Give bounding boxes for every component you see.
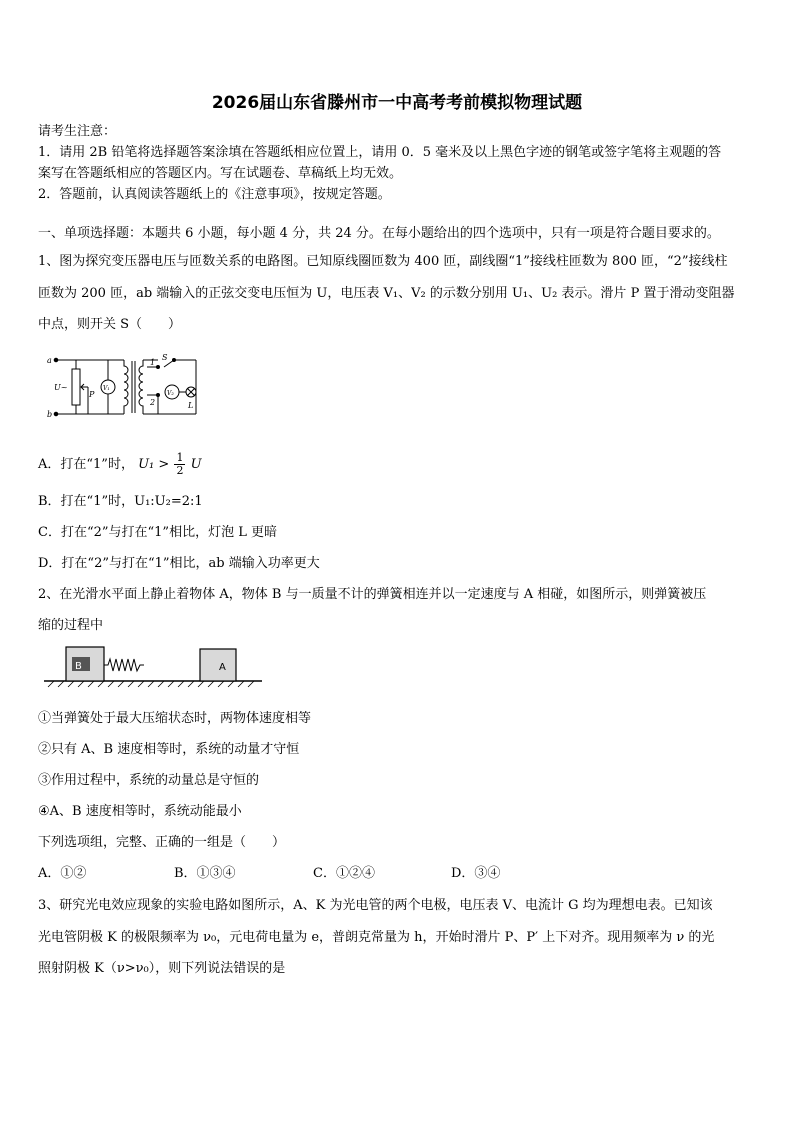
- diagram-label-v2: V₂: [167, 390, 174, 397]
- diagram-label-u: U~: [54, 383, 68, 392]
- q1-stem-line1: 1、图为探究变压器电压与匝数关系的电路图。已知原线圈匝数为 400 匝，副线圈“1”接线柱匝数为 800 匝，“2”接线柱: [38, 254, 728, 269]
- diagram-label-a: a: [47, 356, 52, 365]
- q2-stem-line2: 缩的过程中: [38, 618, 104, 633]
- q2-option-a: A．①②: [38, 866, 87, 881]
- q1-option-a-text: A．打在“1”时，: [38, 457, 134, 472]
- diagram-label-2: 2: [150, 398, 156, 407]
- diagram-label-1: 1: [150, 358, 156, 367]
- notice-item-1a: 1．请用 2B 铅笔将选择题答案涂填在答题纸相应位置上，请用 0．5 毫米及以上黑色字迹的钢笔或签字笔将主观题的答: [38, 145, 722, 160]
- q2-option-b: B．①③④: [174, 866, 236, 881]
- q1-stem-line2: 匝数为 200 匝，ab 端输入的正弦交变电压恒为 U，电压表 V₁、V₂ 的示数分别用 U₁、U₂ 表示。滑片 P 置于滑动变阻器: [38, 286, 735, 301]
- q2-statement-3: ③作用过程中，系统的动量总是守恒的: [38, 773, 260, 788]
- q3-stem-line2: 光电管阴极 K 的极限频率为 ν₀，元电荷电量为 e，普朗克常量为 h，开始时滑片 P、P′ 上下对齐。现用频率为 ν 的光: [38, 930, 715, 945]
- q1-option-a: [38, 452, 202, 477]
- q2-collision-diagram: [42, 643, 264, 691]
- q1-option-b: B．打在“1”时，U₁:U₂=2:1: [38, 494, 203, 509]
- q2-statement-1: ①当弹簧处于最大压缩状态时，两物体速度相等: [38, 711, 312, 726]
- page-title: 2026届山东省滕州市一中高考考前模拟物理试题: [211, 93, 583, 113]
- q2-statement-2: ②只有 A、B 速度相等时，系统的动量才守恒: [38, 742, 300, 757]
- q1-option-c: C．打在“2”与打在“1”相比，灯泡 L 更暗: [38, 525, 277, 540]
- q2-option-c: C．①②④: [313, 866, 375, 881]
- q1-option-a-rhs: U: [190, 457, 202, 472]
- q3-stem-line3: 照射阴极 K（ν>ν₀），则下列说法错误的是: [38, 961, 286, 976]
- block-a-label: A: [219, 662, 226, 673]
- q2-option-d: D．③④: [451, 866, 501, 881]
- notice-item-1b: 案写在答题纸相应的答题区内。写在试题卷、草稿纸上均无效。: [38, 166, 403, 181]
- notice-item-2: 2．答题前，认真阅读答题纸上的《注意事项》，按规定答题。: [38, 187, 391, 202]
- fraction-numerator: 1: [176, 451, 184, 464]
- q1-option-a-lhs: U₁ >: [138, 457, 170, 472]
- block-a: [200, 649, 236, 681]
- notice-heading: 请考生注意：: [38, 124, 117, 139]
- fraction-denominator: 2: [176, 464, 184, 477]
- diagram-label-s: S: [162, 353, 168, 362]
- q1-option-a-fraction: [174, 452, 185, 477]
- diagram-label-p: P: [89, 390, 95, 399]
- q3-stem-line1: 3、研究光电效应现象的实验电路如图所示，A、K 为光电管的两个电极，电压表 V、电流计 G 均为理想电表。已知该: [38, 898, 713, 913]
- diagram-label-b: b: [47, 410, 53, 419]
- q1-option-d: D．打在“2”与打在“1”相比，ab 端输入功率更大: [38, 556, 320, 571]
- q1-circuit-diagram: [46, 353, 216, 421]
- q2-statement-4: ④A、B 速度相等时，系统动能最小: [38, 804, 242, 819]
- q1-stem-line3: 中点，则开关 S（ ）: [38, 317, 182, 332]
- spring: [104, 659, 144, 671]
- diagram-label-l: L: [188, 401, 194, 410]
- block-b-label: B: [75, 661, 82, 672]
- q2-prompt: 下列选项组，完整、正确的一组是（ ）: [38, 835, 286, 850]
- q2-stem-line1: 2、在光滑水平面上静止着物体 A，物体 B 与一质量不计的弹簧相连并以一定速度与 A 相碰，如图所示，则弹簧被压: [38, 587, 707, 602]
- section-heading: 一、单项选择题：本题共 6 小题，每小题 4 分，共 24 分。在每小题给出的四个选项中，只有一项是符合题目要求的。: [38, 226, 720, 241]
- diagram-label-v1: V₁: [103, 385, 110, 392]
